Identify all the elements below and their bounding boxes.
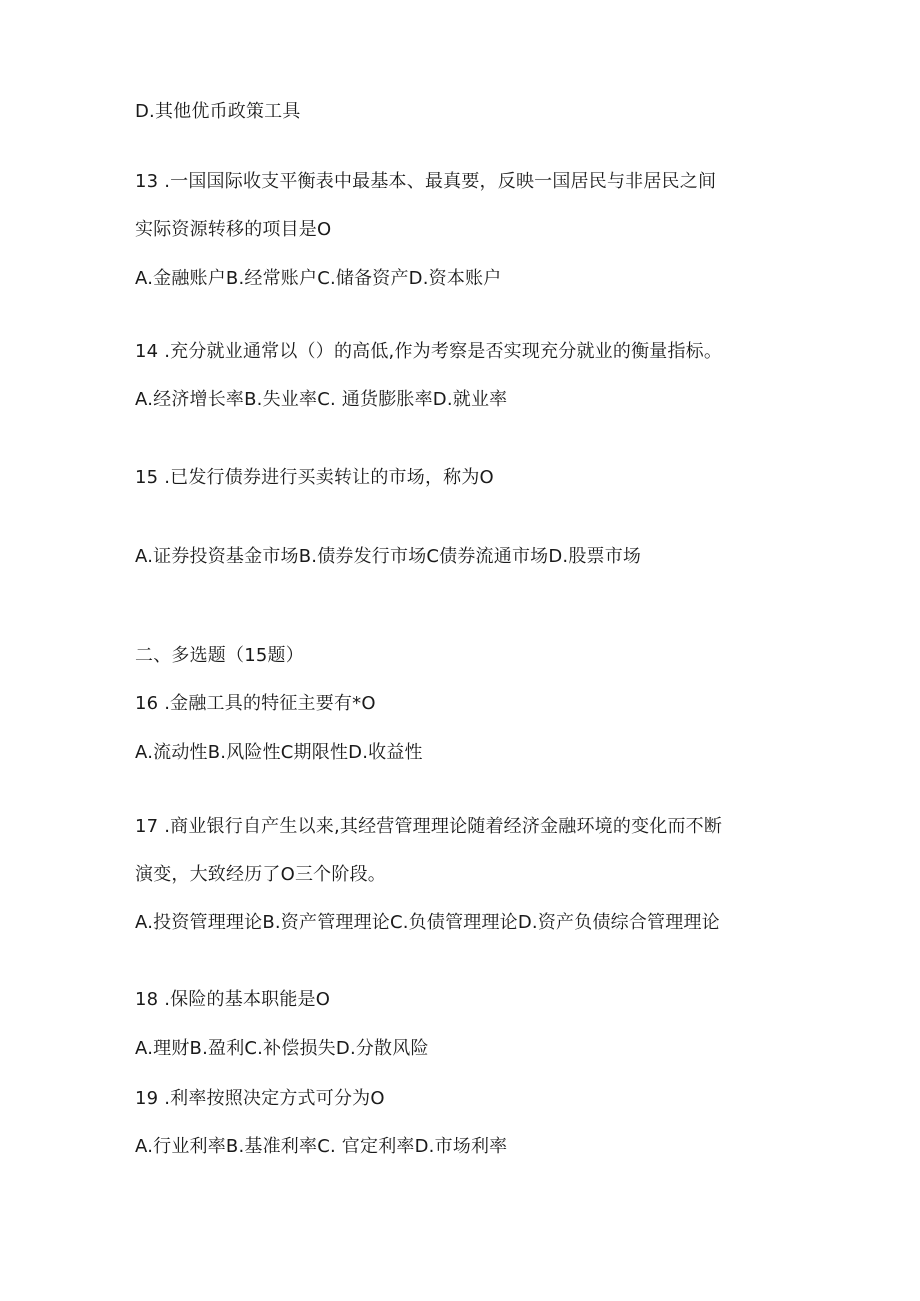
q18-options: A.理财B.盈利C.补偿损失D.分散风险 xyxy=(135,1038,429,1059)
q13-stem-line-1: 13 .一国国际收支平衡表中最基本、最真要，反映一国居民与非居民之间 xyxy=(135,171,717,192)
q17-stem-line-2: 演变，大致经历了O三个阶段。 xyxy=(135,864,386,885)
q19-options: A.行业利率B.基准利率C. 官定利率D.市场利率 xyxy=(135,1136,508,1157)
q13-options: A.金融账户B.经常账户C.储备资产D.资本账户 xyxy=(135,268,502,289)
q16-stem: 16 .金融工具的特征主要有*O xyxy=(135,693,376,714)
q15-stem: 15 .已发行债券进行买卖转让的市场，称为O xyxy=(135,467,494,488)
q15-options: A.证券投资基金市场B.债券发行市场C债券流通市场D.股票市场 xyxy=(135,546,642,567)
section-heading-multiple-choice: 二、多选题（15题） xyxy=(135,645,304,666)
q14-options: A.经济增长率B.失业率C. 通货膨胀率D.就业率 xyxy=(135,389,508,410)
q16-options: A.流动性B.风险性C期限性D.收益性 xyxy=(135,742,423,763)
q18-stem: 18 .保险的基本职能是O xyxy=(135,989,331,1010)
q13-stem-line-2: 实际资源转移的项目是O xyxy=(135,219,332,240)
q12-option-d: D.其他优币政策工具 xyxy=(135,101,301,122)
q14-stem: 14 .充分就业通常以（）的高低,作为考察是否实现充分就业的衡量指标。 xyxy=(135,341,723,362)
q17-stem-line-1: 17 .商业银行自产生以来,其经营管理理论随着经济金融环境的变化而不断 xyxy=(135,816,723,837)
q19-stem: 19 .利率按照决定方式可分为O xyxy=(135,1088,385,1109)
q17-options: A.投资管理理论B.资产管理理论C.负债管理理论D.资产负债综合管理理论 xyxy=(135,912,720,933)
